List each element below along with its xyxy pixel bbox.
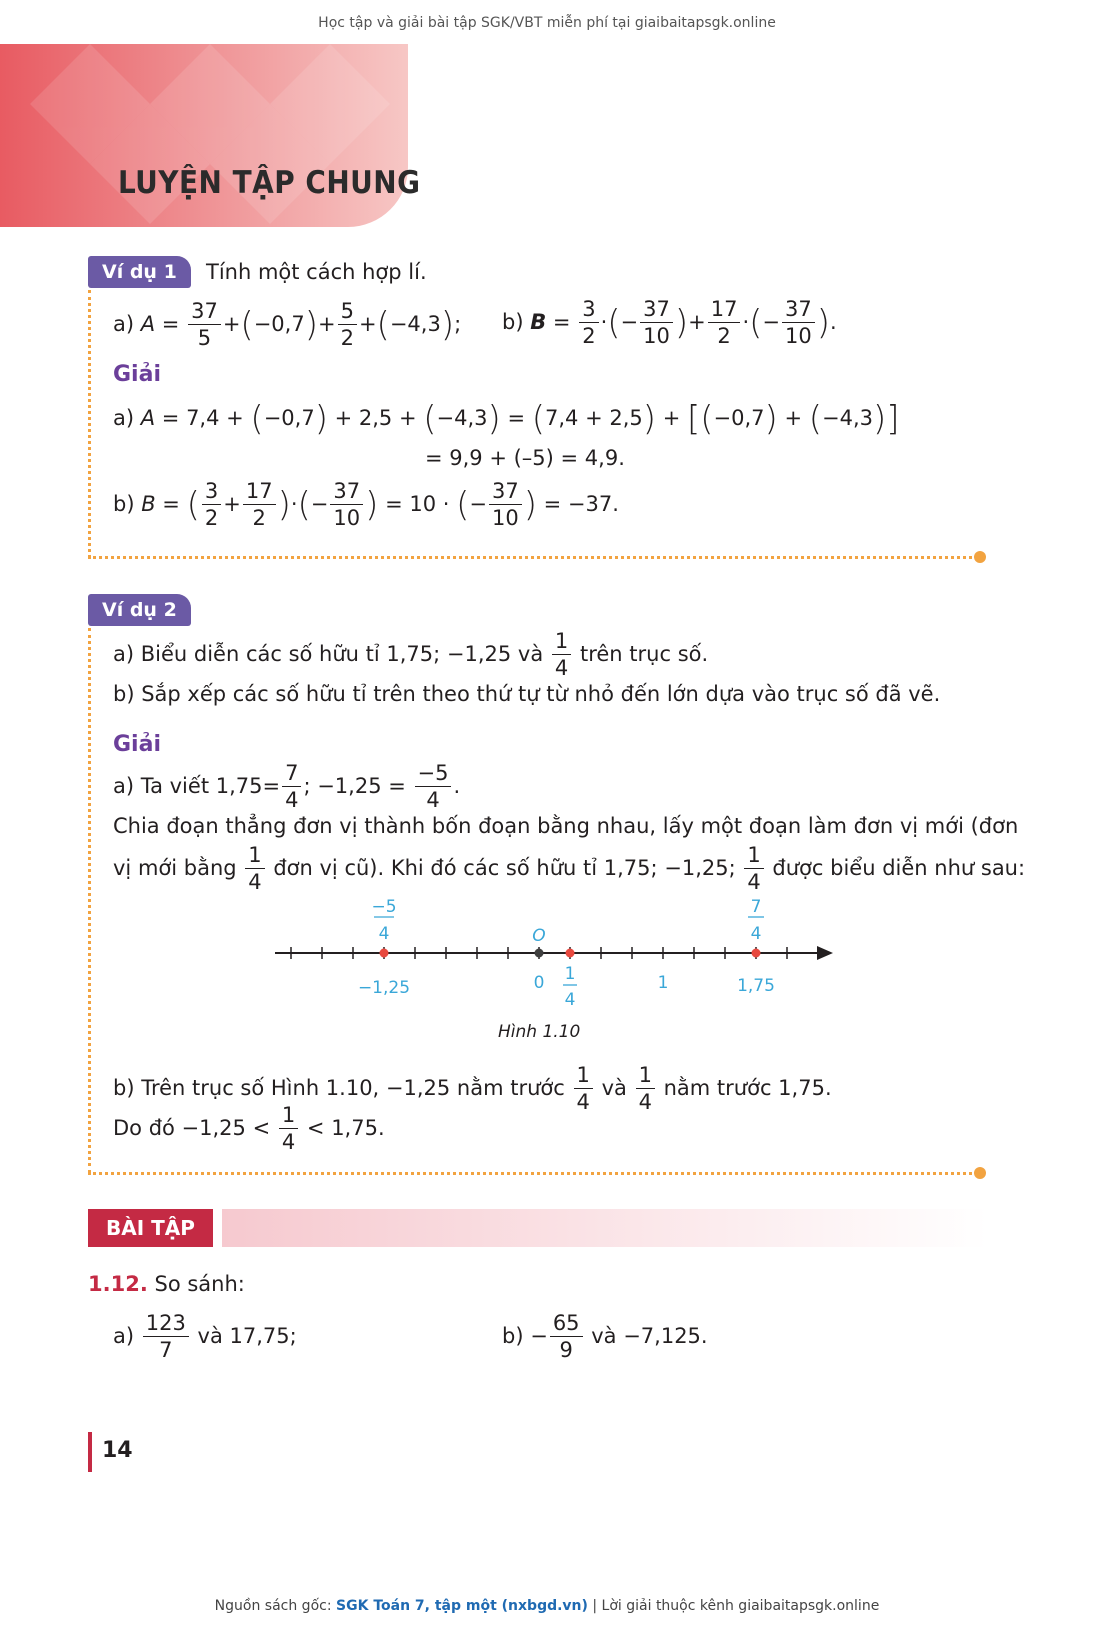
label-one: 1 — [657, 973, 669, 993]
page-number: 14 — [102, 1438, 133, 1463]
example2-tag: Ví dụ 2 — [88, 594, 191, 626]
example2-border — [88, 628, 91, 1173]
example2-solution-b: b) Trên trục số Hình 1.10, −1,25 nằm trước $\frac{1}{4}$ và $\frac{1}{4}$ nằm trước 1,75. — [113, 1063, 832, 1115]
label-quarter-num: 1 — [564, 964, 576, 984]
example1-divider-end — [974, 551, 986, 563]
example2-solution-a-line3: vị mới bằng $\frac{1}{4}$ đơn vị cũ). Khi đó các số hữu tỉ 1,75; −1,25; $\frac{1}{4}$ được biểu diễn như sau: — [113, 843, 1026, 895]
sol-a-mid: ; −1,25 = — [303, 773, 406, 798]
point-one-quarter — [566, 949, 575, 958]
footer-source-link[interactable]: SGK Toán 7, tập một (nxbgd.vn) — [336, 1598, 588, 1614]
example2-solution-a-line2: Chia đoạn thẳng đơn vị thành bốn đoạn bằng nhau, lấy một đoạn làm đơn vị mới (đơn — [113, 814, 1019, 838]
example1-solution-label: Giải — [113, 362, 161, 387]
exercise-b-text: và −7,125. — [591, 1323, 708, 1348]
example2-divider — [88, 1172, 978, 1175]
exercise-b-num: 65 — [550, 1310, 583, 1337]
exercise-number: 1.12. — [88, 1272, 148, 1296]
example2-part-a: a) Biểu diễn các số hữu tỉ 1,75; −1,25 và $\frac{1}{4}$ trên trục số. — [113, 629, 709, 681]
label-zero: 0 — [533, 973, 545, 993]
label-quarter-den: 4 — [564, 990, 576, 1010]
example1-border — [88, 290, 91, 558]
point-neg-1-25 — [380, 949, 389, 958]
example2-divider-end — [974, 1167, 986, 1179]
part-b-label: b) — [502, 309, 524, 334]
example1-prompt: Tính một cách hợp lí. — [206, 260, 427, 284]
exercise-b-label: b) — [502, 1323, 524, 1348]
sol-b-mid: và — [601, 1075, 627, 1100]
page-number-marker — [88, 1432, 92, 1472]
exercises-tag: BÀI TẬP — [88, 1209, 213, 1247]
example1-solution-a: a) A = 7,4 + (−0,7) + 2,5 + (−4,3) = (7,4 + 2,5) + [(−0,7) + (−4,3)] — [113, 399, 900, 439]
example1-tag: Ví dụ 1 — [88, 256, 191, 288]
sol-a-line3-post: được biểu diễn như sau: — [772, 855, 1026, 880]
exercise-a-text: và 17,75; — [197, 1323, 297, 1348]
figure-caption: Hình 1.10 — [498, 1022, 581, 1042]
number-line-figure — [270, 895, 840, 1015]
point-1-75 — [752, 949, 761, 958]
example1-part-b: b) B = $\frac{3}{2}$ ·(− $\frac{37}{10}$ )+ $\frac{17}{2}$ ·(− $\frac{37}{10}$ ). — [502, 297, 837, 349]
point-origin — [535, 949, 544, 958]
label-pos-frac-den: 4 — [750, 924, 762, 944]
label-neg-frac-num: −5 — [371, 897, 397, 917]
exercise-a-label: a) — [113, 1323, 135, 1348]
exercise-a-num: 123 — [143, 1310, 189, 1337]
sol-a-pre: a) Ta viết 1,75= — [113, 773, 281, 798]
page-footer — [0, 1598, 1094, 1614]
label-pos-frac-num: 7 — [750, 897, 762, 917]
example1-divider — [88, 556, 978, 559]
exercise-a-den: 7 — [159, 1338, 173, 1363]
sol-b-post: nằm trước 1,75. — [663, 1075, 832, 1100]
label-neg-decimal: −1,25 — [357, 978, 411, 998]
example2-a-post: trên trục số. — [579, 641, 709, 666]
example2-solution-label: Giải — [113, 732, 161, 757]
sol-b-line2-post: < 1,75. — [306, 1115, 385, 1140]
footer-suffix: | Lời giải thuộc kênh giaibaitapsgk.online — [587, 1598, 880, 1614]
section-title: LUYỆN TẬP CHUNG — [118, 165, 421, 201]
axis-arrow — [817, 946, 833, 960]
sol-b-pre: b) Trên trục số Hình 1.10, −1,25 nằm trước — [113, 1075, 565, 1100]
page-header: Học tập và giải bài tập SGK/VBT miễn phí tại giaibaitapsgk.online — [318, 15, 776, 31]
example1-solution-a-line2: = 9,9 + (–5) = 4,9. — [425, 446, 625, 470]
exercises-bar — [222, 1209, 988, 1247]
exercise-part-b: b) − $\frac{65}{9}$ và −7,125. — [502, 1311, 708, 1363]
footer-prefix: Nguồn sách gốc: — [214, 1598, 337, 1614]
sol-a-line3-mid: đơn vị cũ). Khi đó các số hữu tỉ 1,75; −1,25; — [273, 855, 736, 880]
example1-part-a: a) A = $\frac{37}{5}$ +(−0,7)+ $\frac{5}{2}$ +(−4,3); — [113, 299, 462, 351]
example2-part-b: b) Sắp xếp các số hữu tỉ trên theo thứ tự từ nhỏ đến lớn dựa vào trục số đã vẽ. — [113, 682, 941, 706]
part-a-label: a) — [113, 311, 135, 336]
label-neg-frac-den: 4 — [378, 924, 390, 944]
label-pos-decimal: 1,75 — [737, 976, 775, 996]
exercise-part-a — [113, 1310, 297, 1364]
exercise-b-den: 9 — [559, 1338, 573, 1363]
exercise-prompt: So sánh: — [154, 1272, 245, 1296]
example2-solution-b-line2: Do đó −1,25 < $\frac{1}{4}$ < 1,75. — [113, 1103, 385, 1155]
exercise-1-12 — [88, 1272, 245, 1296]
sol-b-line2-pre: Do đó −1,25 < — [113, 1115, 271, 1140]
example2-solution-a: a) Ta viết 1,75= $\frac{7}{4}$ ; −1,25 = $\frac{-5}{4}$ . — [113, 761, 461, 813]
example1-solution-b: b) B = ( $\frac{3}{2}$ + $\frac{17}{2}$ )·(− $\frac{37}{10}$ ) = 10 · (− $\frac{37}{10}$ ) = −37. — [113, 479, 619, 531]
sol-a-line3-pre: vị mới bằng — [113, 855, 237, 880]
label-origin: O — [532, 926, 546, 946]
example2-a-pre: a) Biểu diễn các số hữu tỉ 1,75; −1,25 và — [113, 641, 544, 666]
